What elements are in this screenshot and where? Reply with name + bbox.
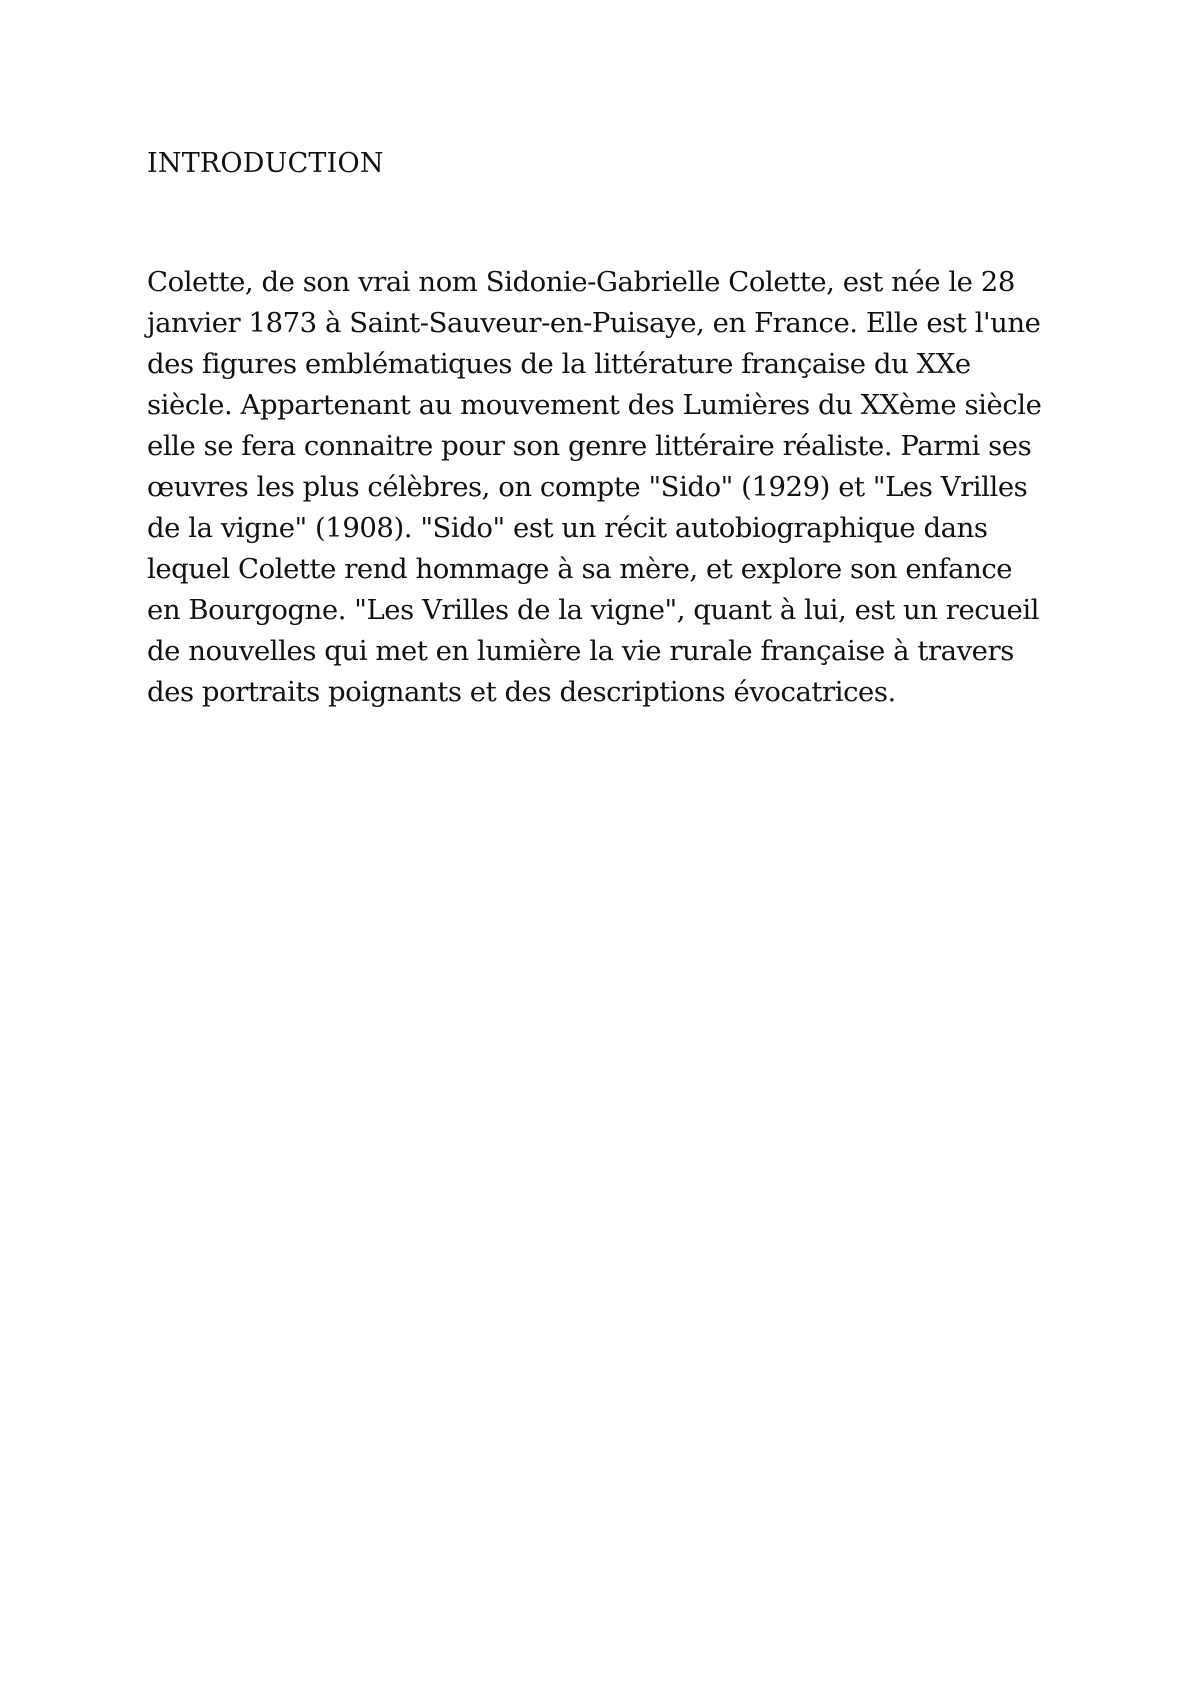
introduction-paragraph — [147, 262, 1077, 713]
paragraph-line: siècle. Appartenant au mouvement des Lumières du XXème siècle — [147, 389, 1042, 421]
paragraph-line: des portraits poignants et des descriptions évocatrices. — [147, 676, 896, 708]
section-heading: INTRODUCTION — [147, 148, 384, 179]
paragraph-line: janvier 1873 à Saint-Sauveur-en-Puisaye, en France. Elle est l'une — [147, 307, 1041, 339]
paragraph-line: œuvres les plus célèbres, on compte "Sido" (1929) et "Les Vrilles — [147, 471, 1028, 503]
paragraph-line: de la vigne" (1908). "Sido" est un récit autobiographique dans — [147, 512, 988, 544]
paragraph-line: de nouvelles qui met en lumière la vie rurale française à travers — [147, 635, 1014, 667]
paragraph-line: en Bourgogne. "Les Vrilles de la vigne", quant à lui, est un recueil — [147, 594, 1040, 626]
paragraph-line: Colette, de son vrai nom Sidonie-Gabrielle Colette, est née le 28 — [147, 266, 1015, 298]
paragraph-line: des figures emblématiques de la littérature française du XXe — [147, 348, 971, 380]
paragraph-line: lequel Colette rend hommage à sa mère, et explore son enfance — [147, 553, 1013, 585]
paragraph-line: elle se fera connaitre pour son genre littéraire réaliste. Parmi ses — [147, 430, 1032, 462]
